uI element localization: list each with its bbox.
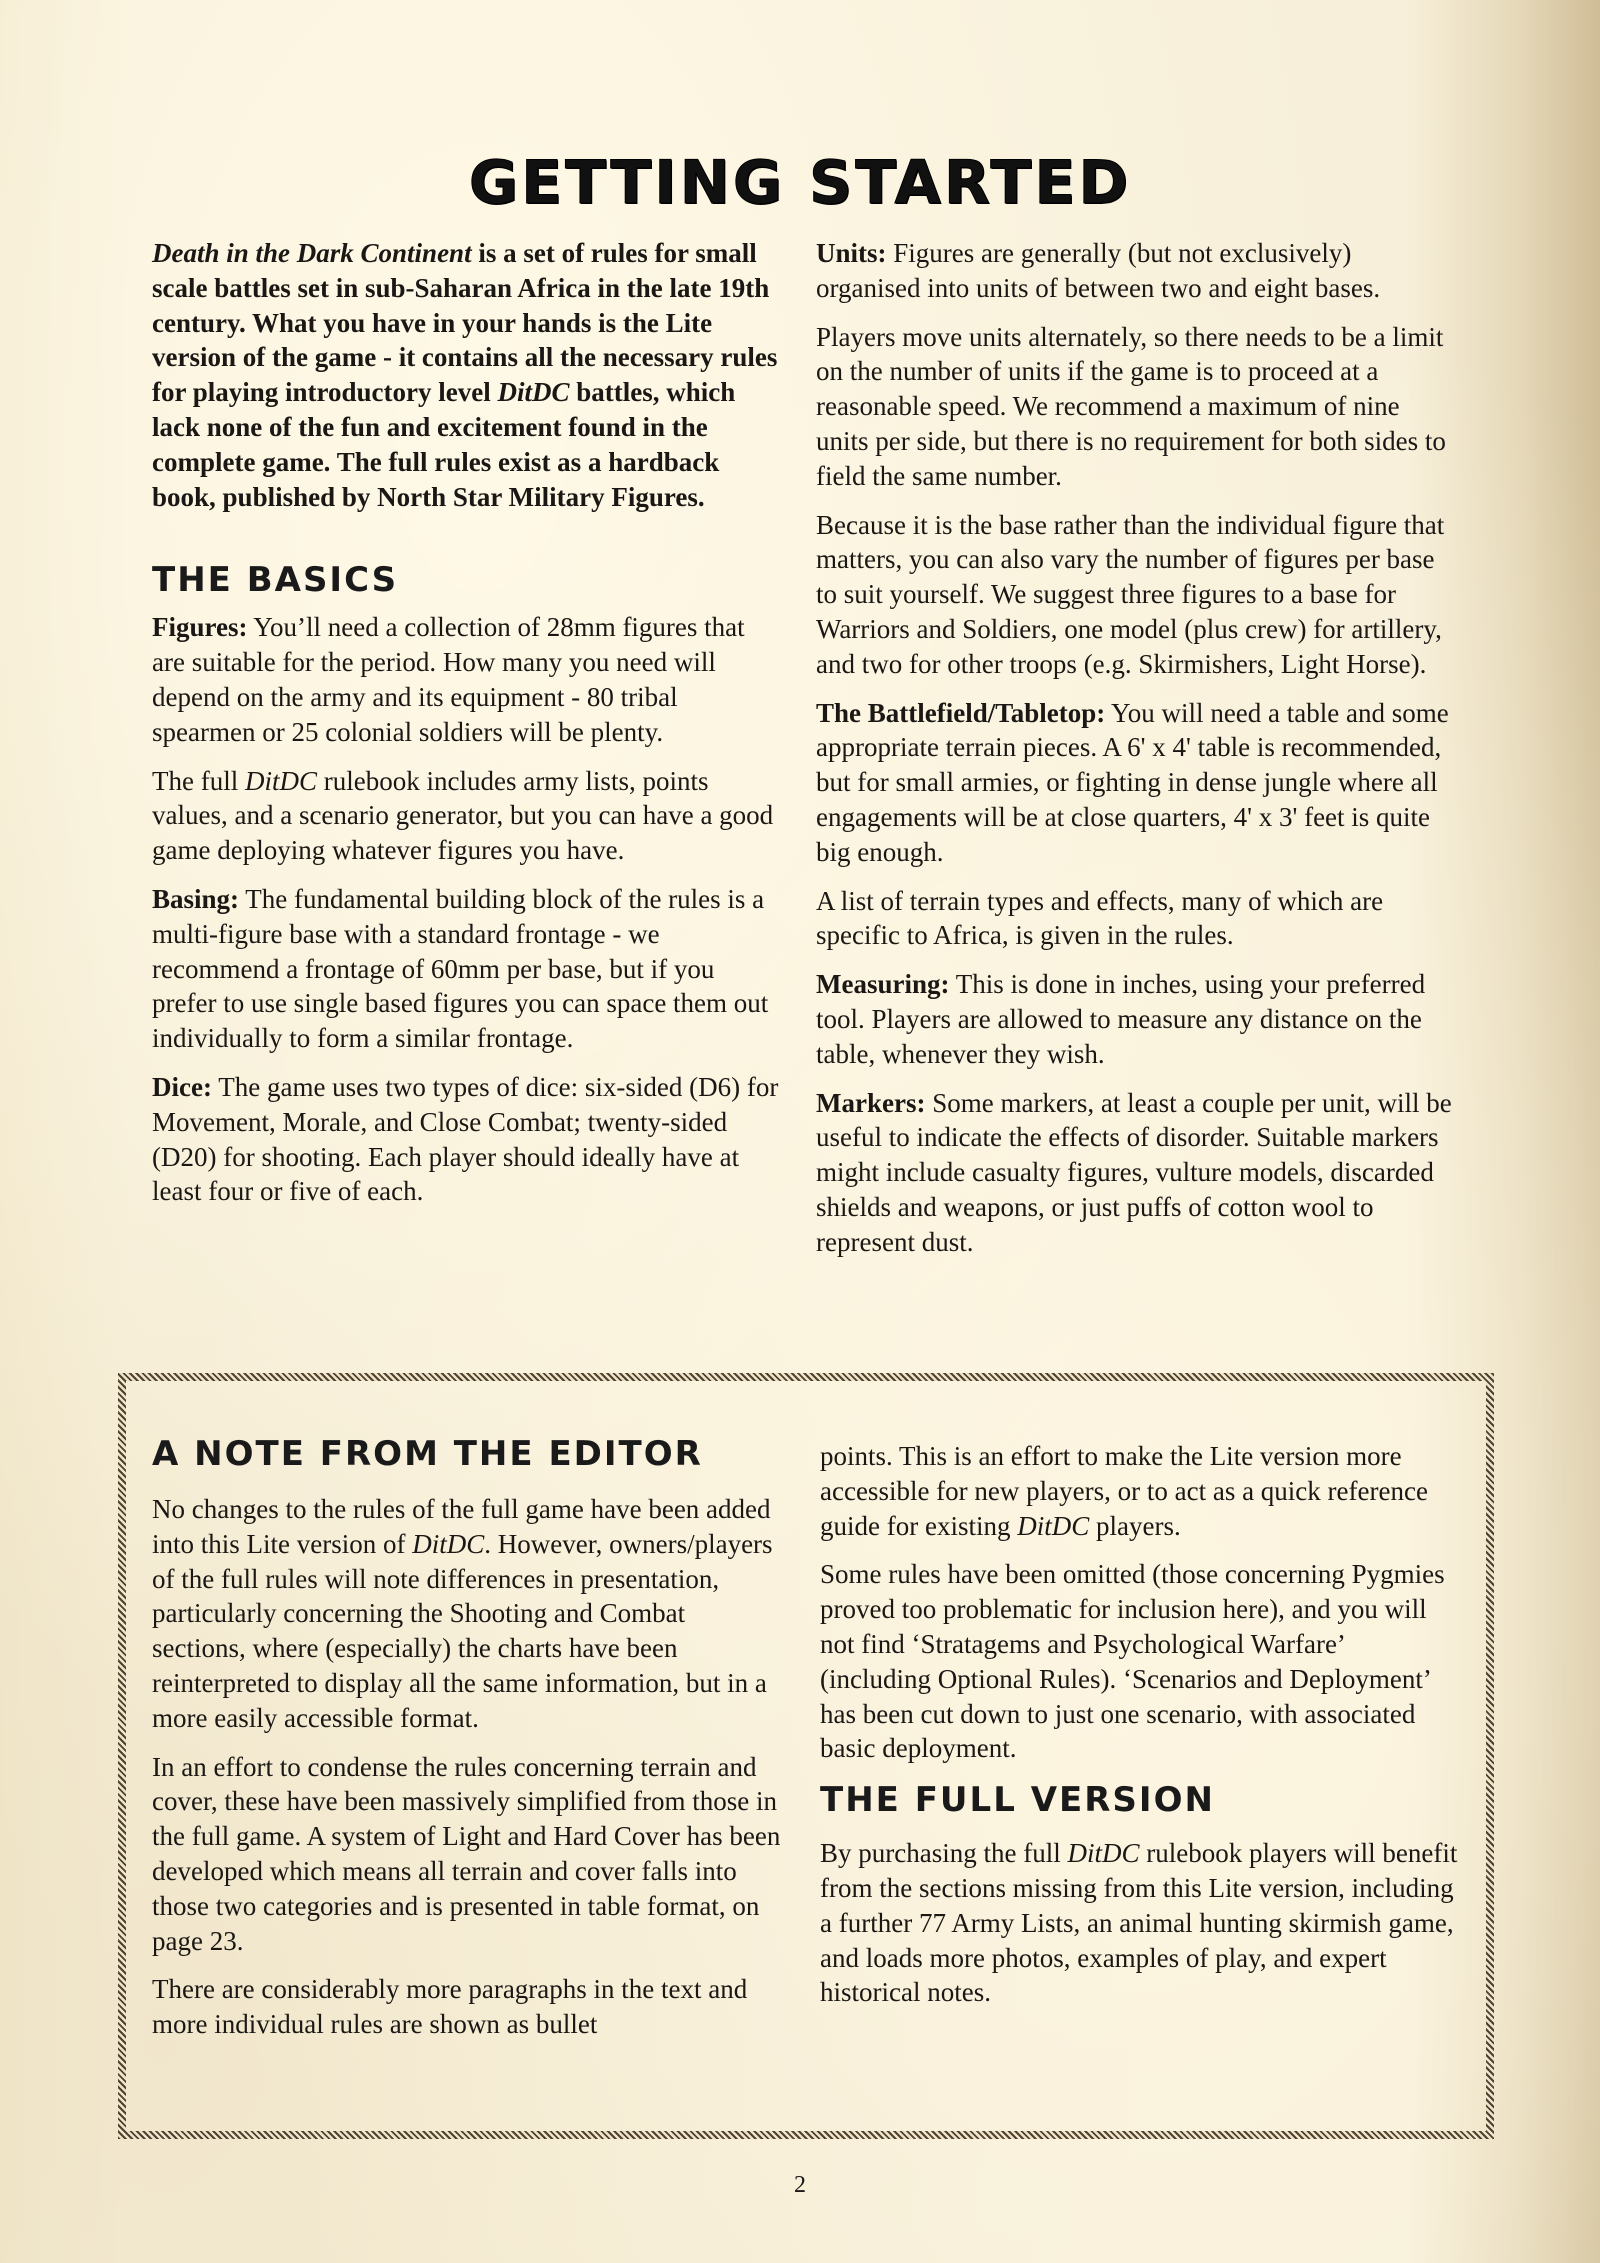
markers-paragraph: Markers: Some markers, at least a couple per unit, will be useful to indicate the effects of disorder. Suitable markers might include casualty figures, vulture models, discarded shields and weapons, or just puffs of cotton wool to represent dust.: [816, 1087, 1452, 1257]
intro-paragraph: Death in the Dark Continent is a set of rules for small scale battles set in sub-Saharan Africa in the late 19th century. What you have in your hands is the Lite version of the game - it contains all the necessary rules for playing introductory level DitDC battles, which lack none of the fun and excitement found in the complete game. The full rules exist as a hardback book, published by North Star Military Figures.: [152, 238, 778, 512]
left-column: [152, 236, 782, 1223]
page-number: 2: [794, 2172, 806, 2198]
right-column: [816, 236, 1456, 1274]
full-version-paragraph: By purchasing the full DitDC rulebook players will benefit from the sections missing from this Lite version, including a further 77 Army Lists, an animal hunting skirmish game, and loads more photos, examples of play, and expert historical notes.: [820, 1838, 1458, 2008]
rulebook-paragraph: The full DitDC rulebook includes army lists, points values, and a scenario generator, but you can have a good game deploying whatever figures you have.: [152, 765, 774, 866]
editor-note-left-column: [152, 1432, 782, 2056]
page-title: GETTING STARTED: [468, 148, 1132, 219]
units-paragraph: Units: Figures are generally (but not exclusively) organised into units of between two and eight bases.: [816, 238, 1381, 303]
battlefield-paragraph: The Battlefield/Tabletop: You will need a table and some appropriate terrain pieces. A 6' x 4' table is recommended, but for small armies, or fighting in dense jungle where all engagements will be at close quarters, 4' x 3' feet is quite big enough.: [816, 697, 1449, 867]
full-version-heading: THE FULL VERSION: [820, 1780, 1215, 1821]
editor-paragraph-4: Some rules have been omitted (those concerning Pygmies proved too problematic for inclusion here), and you will not find ‘Stratagems and Psychological Warfare’ (including Optional Rules). ‘Scenarios and Deployment’ has been cut down to just one scenario, with associated basic deployment.: [820, 1559, 1445, 1764]
figures-paragraph: Figures: You’ll need a collection of 28mm figures that are suitable for the period. How many you need will depend on the army and its equipment - 80 tribal spearmen or 25 colonial soldiers will be plenty.: [152, 612, 745, 747]
terrain-list-paragraph: A list of terrain types and effects, many of which are specific to Africa, is given in the rules.: [816, 885, 1384, 951]
dice-paragraph: Dice: The game uses two types of dice: six-sided (D6) for Movement, Morale, and Close Combat; twenty-sided (D20) for shooting. Each player should ideally have at least four or five of each.: [152, 1071, 779, 1207]
measuring-paragraph: Measuring: This is done in inches, using your preferred tool. Players are allowed to measure any distance on the table, whenever they wish.: [816, 969, 1426, 1069]
editor-note-heading: A NOTE FROM THE EDITOR: [152, 1434, 703, 1474]
editor-paragraph-3-continued: points. This is an effort to make the Lite version more accessible for new players, or to act as a quick reference guide for existing DitDC players.: [820, 1441, 1428, 1541]
basics-heading: THE BASICS: [152, 560, 399, 601]
players-move-paragraph: Players move units alternately, so there needs to be a limit on the number of units if the game is to proceed at a reasonable speed. We recommend a maximum of nine units per side, but there is no requirement for both sides to field the same number.: [816, 321, 1446, 491]
editor-paragraph-2: In an effort to condense the rules concerning terrain and cover, these have been massively simplified from those in the full game. A system of Light and Hard Cover has been developed which means all terrain and cover falls into those two categories and is presented in table format, on page 23.: [152, 1751, 781, 1956]
editor-paragraph-3: There are considerably more paragraphs in the text and more individual rules are shown as bullet: [152, 1974, 748, 2040]
editor-note-right-column: [820, 1439, 1460, 2024]
basing-paragraph: Basing: The fundamental building block of the rules is a multi-figure base with a standard frontage - we recommend a frontage of 60mm per base, but if you prefer to use single based figures you can space them out individually to form a similar frontage.: [152, 883, 769, 1054]
editor-paragraph-1: No changes to the rules of the full game have been added into this Lite version of DitDC. However, owners/players of the full rules will note differences in presentation, particularly concerning the Shooting and Combat sections, where (especially) the charts have been reinterpreted to display all the same information, but in a more easily accessible format.: [152, 1494, 773, 1733]
base-matters-paragraph: Because it is the base rather than the individual figure that matters, you can also vary the number of figures per base to suit yourself. We suggest three figures to a base for Warriors and Soldiers, one model (plus crew) for artillery, and two for other troops (e.g. Skirmishers, Light Horse).: [816, 509, 1445, 679]
game-title: Death in the Dark Continent: [152, 238, 472, 268]
